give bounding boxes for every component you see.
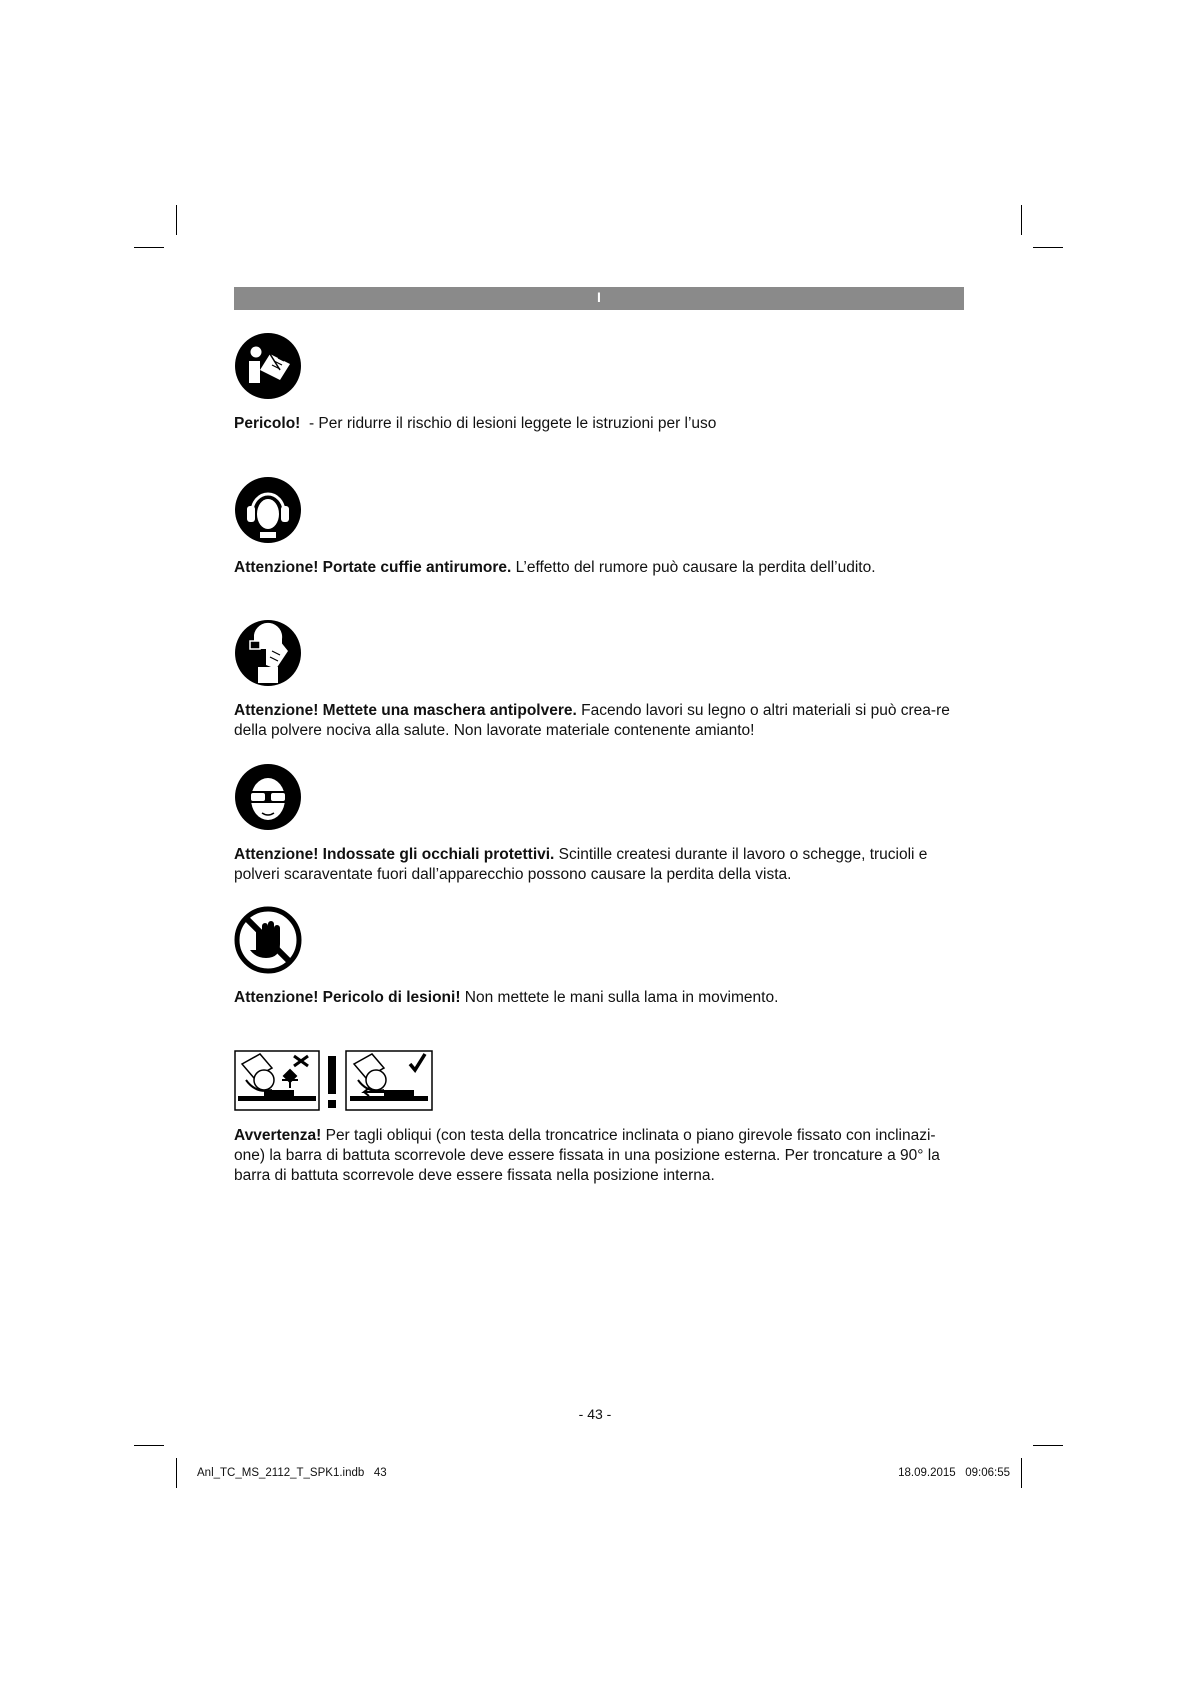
section-ear-bold: Attenzione! Portate cuffie antirumore. bbox=[234, 559, 512, 576]
language-letter: I bbox=[597, 289, 601, 305]
section-manual-body: - Per ridurre il rischio di lesioni leggete le istruzioni per l’uso bbox=[300, 415, 717, 432]
language-header-bar bbox=[234, 287, 964, 310]
section-hand bbox=[234, 906, 964, 1008]
section-manual-bold: Pericolo! bbox=[234, 415, 301, 432]
section-eye bbox=[234, 763, 964, 885]
section-bevel bbox=[234, 1050, 964, 1186]
section-dust-text bbox=[234, 701, 964, 741]
section-eye-body: Scintille createsi durante il lavoro o schegge, trucioli e polveri scaraventate fuori dall’apparecchio possono causare la perdita della vista. bbox=[234, 846, 928, 883]
eye-protection-icon bbox=[234, 763, 302, 831]
section-manual-text bbox=[234, 414, 964, 434]
crop-mark-top-right-h bbox=[1033, 247, 1063, 248]
section-dust-body: Facendo lavori su legno o altri materiali si può crea-re della polvere nociva alla salute. Non lavorate materiale contenente amianto! bbox=[234, 702, 950, 739]
crop-mark-bottom-right-h bbox=[1033, 1445, 1063, 1446]
no-hands-icon bbox=[234, 906, 302, 974]
section-dust-bold: Attenzione! Mettete una maschera antipolvere. bbox=[234, 702, 577, 719]
section-eye-bold: Attenzione! Indossate gli occhiali protettivi. bbox=[234, 846, 555, 863]
section-bevel-bold: Avvertenza! bbox=[234, 1127, 322, 1144]
crop-mark-top-left-h bbox=[134, 247, 164, 248]
dust-mask-icon bbox=[234, 619, 302, 687]
section-ear-body: L’effetto del rumore può causare la perdita dell’udito. bbox=[511, 559, 876, 576]
section-bevel-text bbox=[234, 1126, 964, 1186]
ear-protection-icon bbox=[234, 476, 302, 544]
crop-mark-bottom-right-v bbox=[1021, 1458, 1022, 1488]
read-manual-icon bbox=[234, 332, 302, 400]
section-hand-bold: Attenzione! Pericolo di lesioni! bbox=[234, 989, 461, 1006]
crop-mark-bottom-left-v bbox=[176, 1458, 177, 1488]
section-manual bbox=[234, 332, 964, 434]
timestamp: 18.09.2015 09:06:55 bbox=[898, 1467, 1010, 1479]
crop-mark-bottom-left-h bbox=[134, 1445, 164, 1446]
page-number: - 43 - bbox=[578, 1406, 612, 1422]
section-ear-text bbox=[234, 558, 964, 578]
section-hand-body: Non mettete le mani sulla lama in movimento. bbox=[460, 989, 779, 1006]
sliding-fence-warning-icon bbox=[234, 1050, 434, 1112]
crop-mark-top-left-v bbox=[176, 205, 177, 235]
file-name: Anl_TC_MS_2112_T_SPK1.indb 43 bbox=[197, 1467, 387, 1479]
section-bevel-body: Per tagli obliqui (con testa della troncatrice inclinata o piano girevole fissato con inclinazi-one) la barra di battuta scorrevole deve essere fissata in una posizione esterna. Per troncature a 90° la barra di battuta scorrevole deve essere fissata nella posizione interna. bbox=[234, 1127, 940, 1184]
crop-mark-top-right-v bbox=[1021, 205, 1022, 235]
section-dust bbox=[234, 619, 964, 741]
section-eye-text bbox=[234, 845, 964, 885]
section-hand-text bbox=[234, 988, 964, 1008]
section-ear bbox=[234, 476, 964, 578]
